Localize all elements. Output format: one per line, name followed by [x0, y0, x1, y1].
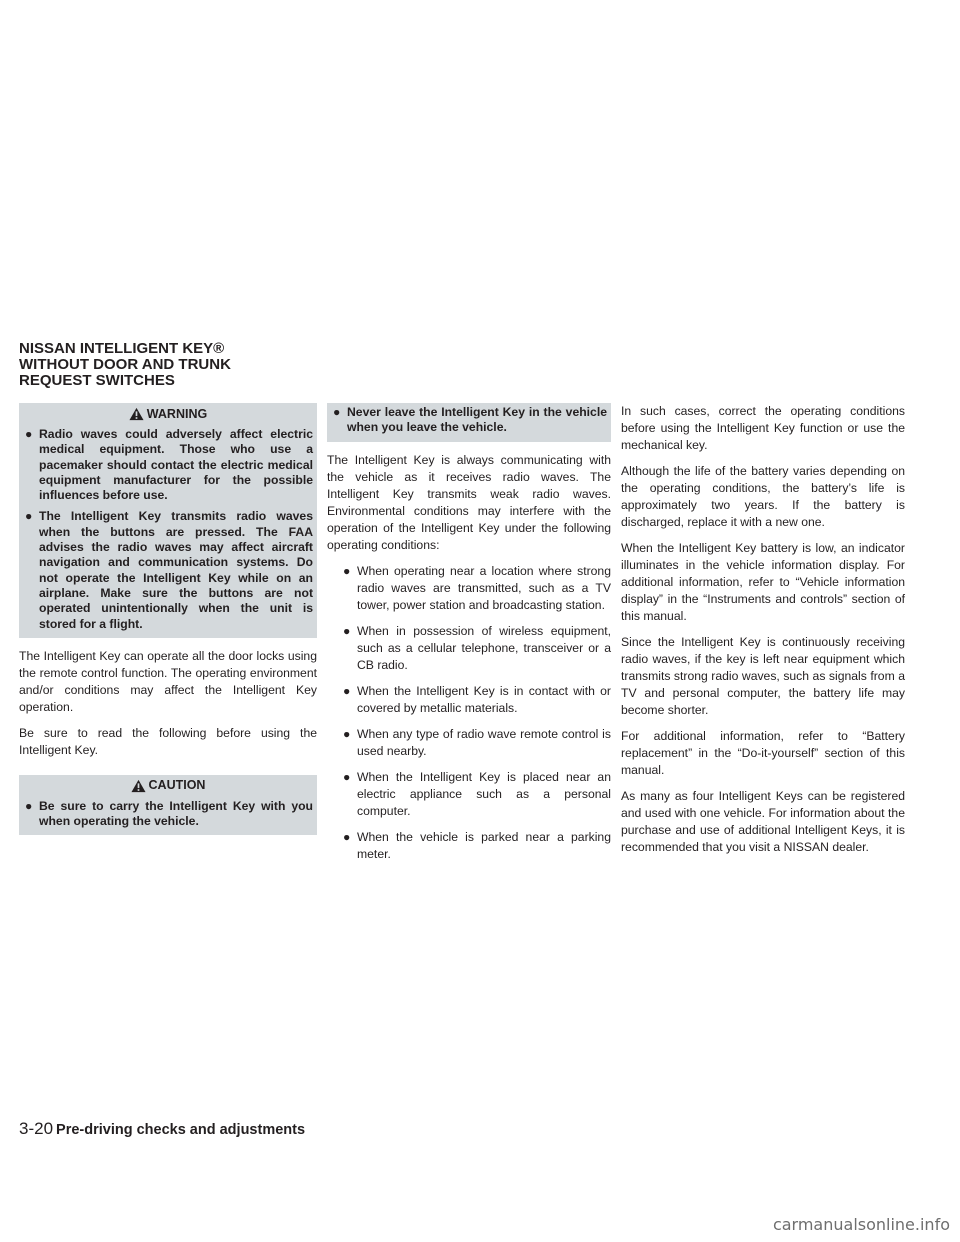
warning-triangle-icon	[131, 779, 146, 793]
bullet-icon: ●	[25, 509, 33, 524]
list-item-text: When operating near a location where strong radio waves are transmitted, such as a TV tower, power station and broadcasting station.	[357, 563, 611, 612]
list-item-text: When the Intelligent Key is in contact with or covered by metallic materials.	[357, 683, 611, 715]
footer-section-title: Pre-driving checks and adjustments	[56, 1122, 306, 1138]
list-item	[343, 623, 611, 674]
list-item-text: When in possession of wireless equipment, such as a cellular telephone, transceiver or a CB radio.	[357, 623, 611, 672]
warning-item	[23, 427, 313, 503]
paragraph: The Intelligent Key can operate all the door locks using the remote control function. The operating environment and/or conditions may affect the Intelligent Key operation.	[19, 648, 317, 714]
conditions-list	[327, 563, 611, 863]
list-item	[343, 683, 611, 717]
caution-header	[23, 777, 313, 795]
caution-item	[23, 799, 313, 830]
bullet-icon: ●	[343, 726, 351, 741]
section-heading	[19, 341, 359, 389]
warning-item-text: The Intelligent Key transmits radio waves when the buttons are pressed. The FAA advises the radio waves may affect aircraft navigation and communication systems. Do not operate the Intelligent Key while on an airplane. Make sure the buttons are not operated unintentionally when the unit is stored for a flight.	[39, 509, 313, 631]
warning-label: WARNING	[146, 406, 208, 421]
list-item	[343, 829, 611, 863]
list-item	[343, 726, 611, 760]
bullet-icon: ●	[343, 829, 351, 844]
page-number: 3-20	[19, 1119, 54, 1138]
list-item-text: When the Intelligent Key is placed near an electric appliance such as a personal computer.	[357, 769, 611, 818]
caution-label: CAUTION	[148, 778, 206, 793]
list-item-text: When the vehicle is parked near a parking meter.	[357, 829, 611, 861]
paragraph: In such cases, correct the operating conditions before using the Intelligent Key function or use the mechanical key.	[621, 404, 905, 452]
paragraph: As many as four Intelligent Keys can be registered and used with one vehicle. For information about the purchase and use of additional Intelligent Keys, it is recommended that you visit a NISSAN dealer.	[621, 789, 905, 854]
column-1	[19, 403, 317, 845]
bullet-icon: ●	[343, 769, 351, 784]
warning-header	[23, 405, 313, 423]
caution-item-text: Be sure to carry the Intelligent Key with you when operating the vehicle.	[39, 798, 313, 829]
column-2	[327, 403, 611, 872]
paragraph: For additional information, refer to “Battery replacement” in the “Do-it-yourself” section of this manual.	[621, 729, 905, 777]
bullet-icon: ●	[333, 405, 341, 419]
bullet-icon: ●	[25, 798, 33, 813]
paragraph: The Intelligent Key is always communicating with the vehicle as it receives radio waves. The Intelligent Key transmits weak radio waves. Environmental conditions may interfere with the operation of the Intelligent Key under the following operating conditions:	[327, 452, 611, 552]
watermark: carmanualsonline.info	[772, 1215, 950, 1234]
column-3	[621, 403, 905, 865]
page-footer	[19, 1119, 305, 1139]
list-item	[343, 563, 611, 614]
list-item-text: When any type of radio wave remote control is used nearby.	[357, 726, 611, 758]
paragraph: When the Intelligent Key battery is low, an indicator illuminates in the vehicle information display. For additional information, refer to “Vehicle information display” in the “Instruments and controls” section of this manual.	[621, 541, 905, 623]
warning-item-text: Radio waves could adversely affect electric medical equipment. Those who use a pacemaker should contact the electric medical equipment manufacturer for the possible influences before use.	[39, 427, 313, 503]
bullet-icon: ●	[343, 683, 351, 698]
heading-line-3: REQUEST SWITCHES	[19, 372, 175, 389]
warning-box	[19, 403, 317, 638]
bullet-icon: ●	[343, 623, 351, 638]
paragraph: Although the life of the battery varies depending on the operating conditions, the battery’s life is approximately two years. If the battery is discharged, replace it with a new one.	[621, 464, 905, 529]
caution-box	[19, 775, 317, 836]
paragraph: Since the Intelligent Key is continuously receiving radio waves, if the key is left near equipment which transmits strong radio waves, such as signals from a TV and personal computer, the battery life may become shorter.	[621, 635, 905, 717]
caution-item-text: Never leave the Intelligent Key in the vehicle when you leave the vehicle.	[347, 405, 607, 435]
caution-box-continued	[327, 403, 611, 442]
warning-triangle-icon	[129, 407, 144, 421]
warning-item	[23, 509, 313, 631]
caution-item	[331, 405, 607, 436]
heading-line-1: NISSAN INTELLIGENT KEY®	[19, 340, 225, 357]
bullet-icon: ●	[343, 563, 351, 578]
list-item	[343, 769, 611, 820]
heading-line-2: WITHOUT DOOR AND TRUNK	[19, 356, 231, 373]
bullet-icon: ●	[25, 427, 33, 441]
paragraph: Be sure to read the following before using the Intelligent Key.	[19, 725, 317, 757]
